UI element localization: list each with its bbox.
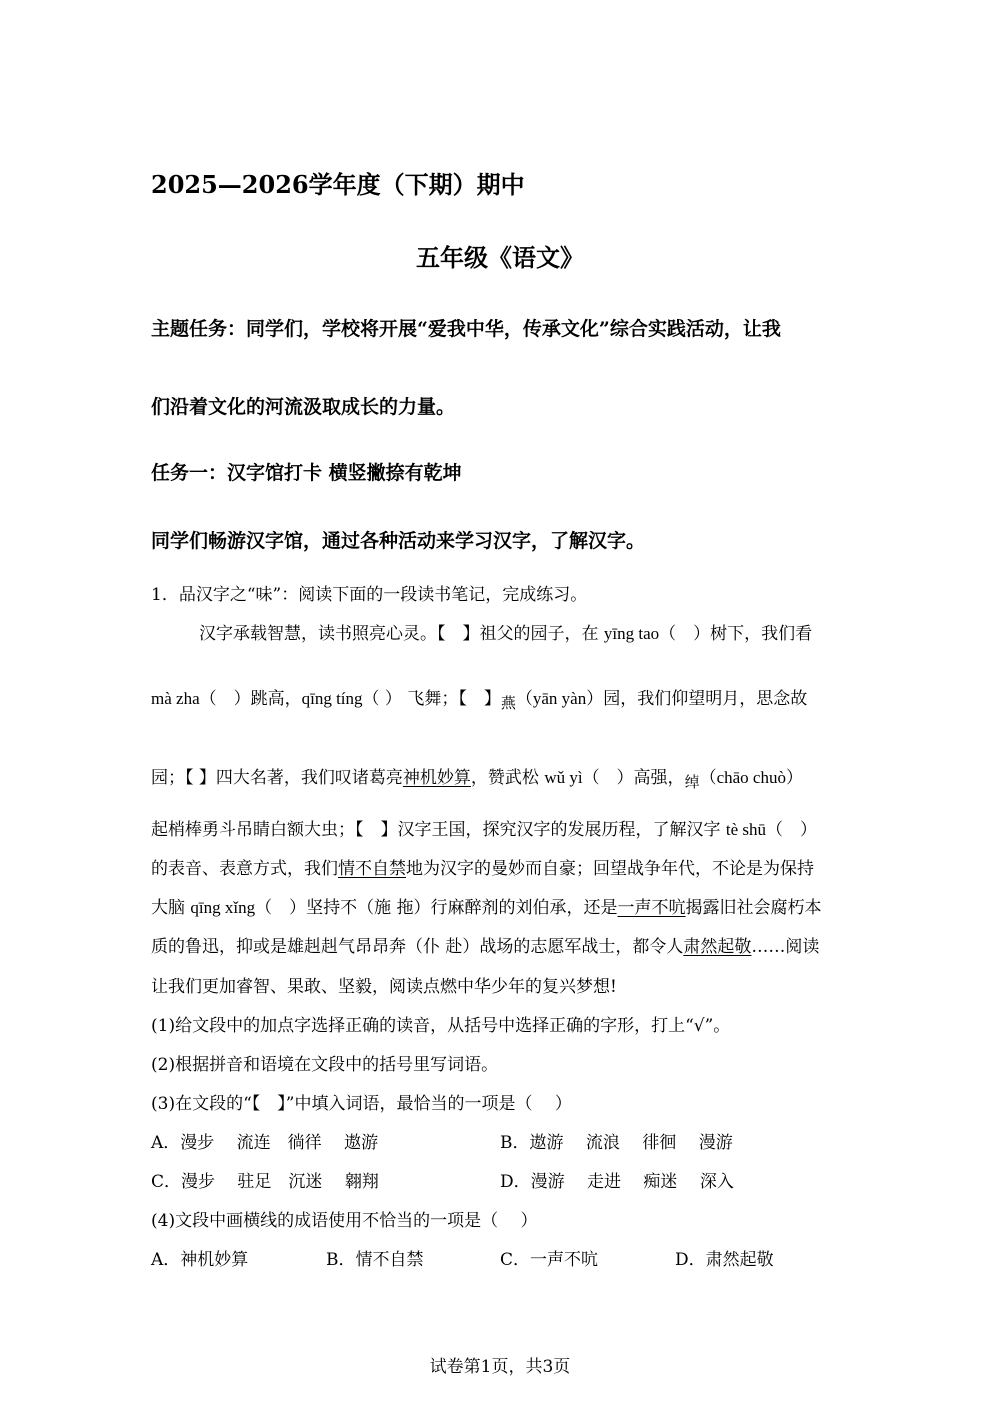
passage-line-5 [151,858,814,880]
underlined-idiom: 一声不吭 [617,898,686,918]
passage-text: ……阅读 [751,937,820,957]
passage-line-8: 让我们更加睿智、果敢、坚毅，阅读点燃中华少年的复兴梦想! [151,977,617,997]
option-3a: A．漫步 流连 徜徉 遨游 [151,1133,379,1153]
passage-line-6 [151,897,822,919]
option-4c: C．一声不吭 [500,1250,599,1270]
passage-text: （ ） [766,820,818,840]
passage-line-2 [151,688,807,710]
passage-text: 起梢棒勇斗吊睛白额大虫；【 】汉字王国，探究汉字的发展历程，了解汉字 [151,820,726,840]
dotted-char: 绰 [684,773,700,791]
sub-question-4: (4)文段中画横线的成语使用不恰当的一项是（ ） [151,1211,538,1231]
theme-line-2: 们沿着文化的河流汲取成长的力量。 [151,396,456,418]
pinyin: mà zha [151,689,200,708]
passage-text: （ ）树下，我们看 [659,624,813,644]
passage-text: ）园，我们仰望明月，思念故 [586,689,808,709]
passage-text: 大脑 [151,898,191,918]
pinyin: tè shū [725,820,767,839]
dotted-char: 燕 [500,694,516,712]
passage-text: ） [785,768,803,788]
task1-intro: 同学们畅游汉字馆，通过各种活动来学习汉字，了解汉字。 [151,530,646,552]
underlined-idiom: 情不自禁 [338,859,406,879]
passage-text: 的表音、表意方式，我们 [151,859,338,879]
passage-text: （ ） 飞舞；【 】 [362,689,501,709]
passage-text: 质的鲁迅，抑或是雄赳赳气昂昂奔（仆 赴）战场的志愿军战士，都令人 [151,937,684,957]
passage-line-7 [151,936,819,958]
option-3b: B．遨游 流浪 徘徊 漫游 [500,1133,733,1153]
passage-line-3 [151,767,803,789]
exam-subtitle: 五年级《语文》 [416,243,584,272]
pinyin: qīng tíng [301,689,363,708]
passage-text: （ [515,689,533,709]
passage-text: （ ）跳高， [199,689,302,709]
pinyin: wǔ yì [544,768,583,787]
option-4a: A．神机妙算 [151,1250,249,1270]
sub-question-2: (2)根据拼音和语境在文段中的括号里写词语。 [151,1055,499,1075]
exam-title: 2025—2026学年度（下期）期中 [151,170,525,199]
task1-title: 任务一：汉字馆打卡 横竖撇捺有乾坤 [151,462,462,484]
underlined-idiom: 神机妙算 [402,768,471,788]
passage-text: ，赞武松 [470,768,545,788]
theme-line-1: 主题任务：同学们，学校将开展“爱我中华，传承文化”综合实践活动，让我 [151,318,781,340]
pinyin: qīng xǐng [190,898,256,917]
passage-text: （ [699,768,717,788]
option-3d: D．漫游 走进 痴迷 深入 [500,1172,734,1192]
pinyin: chāo chuò [716,768,786,787]
option-3c: C．漫步 驻足 沉迷 翱翔 [151,1172,379,1192]
underlined-idiom: 肃然起敬 [683,937,752,957]
passage-line-4 [151,819,817,841]
passage-text: （ ）高强， [582,768,685,788]
option-4b: B．情不自禁 [326,1250,424,1270]
page-footer: 试卷第1页，共3页 [429,1357,571,1377]
sub-question-1: (1)给文段中的加点字选择正确的读音，从括号中选择正确的字形，打上“√”。 [151,1016,731,1036]
question-1-stem: 1．品汉字之“味”：阅读下面的一段读书笔记，完成练习。 [151,585,588,605]
sub-question-3: (3)在文段的“【 】”中填入词语，最恰当的一项是（ ） [151,1094,572,1114]
passage-text: 揭露旧社会腐朽本 [685,898,822,918]
passage-line-1 [199,623,812,645]
passage-text: 园；【 】四大名著，我们叹诸葛亮 [151,768,403,788]
passage-text: 地为汉字的曼妙而自豪；回望战争年代，不论是为保持 [406,859,814,879]
pinyin: yīng tao [603,624,660,643]
passage-text: （ ）坚持不（施 拖）行麻醉剂的刘伯承，还是 [255,898,618,918]
option-4d: D．肃然起敬 [675,1250,774,1270]
pinyin: yān yàn [532,689,587,708]
passage-text: 汉字承载智慧，读书照亮心灵。【 】祖父的园子，在 [199,624,604,644]
